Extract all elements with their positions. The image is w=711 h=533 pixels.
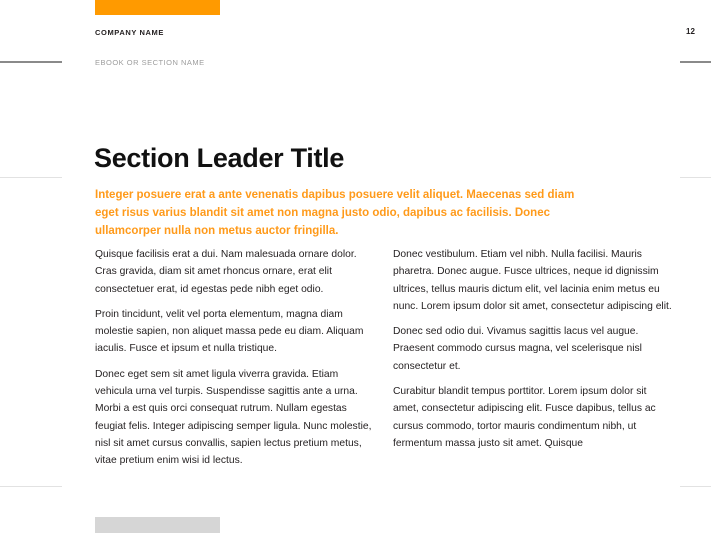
right-margin-rule-bottom: [680, 486, 711, 487]
right-margin-rule-top: [680, 177, 711, 178]
header-accent-bar: [95, 0, 220, 15]
lead-paragraph: Integer posuere erat a ante venenatis dapibus posuere velit aliquet. Maecenas sed diam eget risus varius blandit sit amet non magna justo odio, dapibus ac facilisis. Donec ullamcorper nulla non metus auctor fringilla.: [95, 189, 575, 237]
left-header-rule: [0, 61, 62, 63]
body-paragraph: Donec sed odio dui. Vivamus sagittis lacus vel augue. Praesent commodo cursus magna, vel scelerisque nisl consectetur et.: [393, 326, 642, 372]
right-header-rule: [680, 61, 711, 63]
body-paragraph: Donec vestibulum. Etiam vel nibh. Nulla facilisi. Mauris pharetra. Donec augue. Fusce ultrices, neque id dignissim ultrices, tellus mauris dictum elit, vel lacinia enim metus eu nunc. Lorem ipsum dolor sit amet, consectetur adipiscing elit.: [393, 249, 672, 312]
left-column: [95, 246, 375, 478]
body-paragraph: Donec eget sem sit amet ligula viverra gravida. Etiam vehicula urna vel turpis. Suspendisse sagittis ante a urna. Morbi a est quis orci consequat rutrum. Nullam egestas feugiat felis. Integer adipiscing semper ligula. Nunc molestie, nisl sit amet cursus convallis, sapien lectus pretium metus, vitae pretium enim wisi id lectus.: [95, 368, 372, 467]
section-title: Section Leader Title: [94, 143, 345, 173]
section-name: EBOOK OR SECTION NAME: [95, 58, 205, 67]
right-column: [393, 246, 673, 460]
footer-bar: [95, 517, 220, 533]
body-paragraph: Proin tincidunt, velit vel porta elementum, magna diam molestie sapien, non aliquet massa pede eu diam. Aliquam iaculis. Fusce et ipsum et nulla tristique.: [95, 308, 364, 355]
page-number: 12: [686, 27, 695, 36]
company-name: COMPANY NAME: [95, 28, 165, 37]
body-paragraph: Curabitur blandit tempus porttitor. Lorem ipsum dolor sit amet, consectetur adipiscing elit. Fusce dapibus, tellus ac cursus commodo, tortor mauris condimentum nibh, ut fermentum massa justo sit amet. Quisque: [393, 386, 656, 449]
body-paragraph: Quisque facilisis erat a dui. Nam malesuada ornare dolor. Cras gravida, diam sit amet rhoncus ornare, erat elit consectetuer erat, id egestas pede nibh eget odio.: [95, 249, 357, 295]
left-margin-rule-top: [0, 177, 62, 178]
left-margin-rule-bottom: [0, 486, 62, 487]
